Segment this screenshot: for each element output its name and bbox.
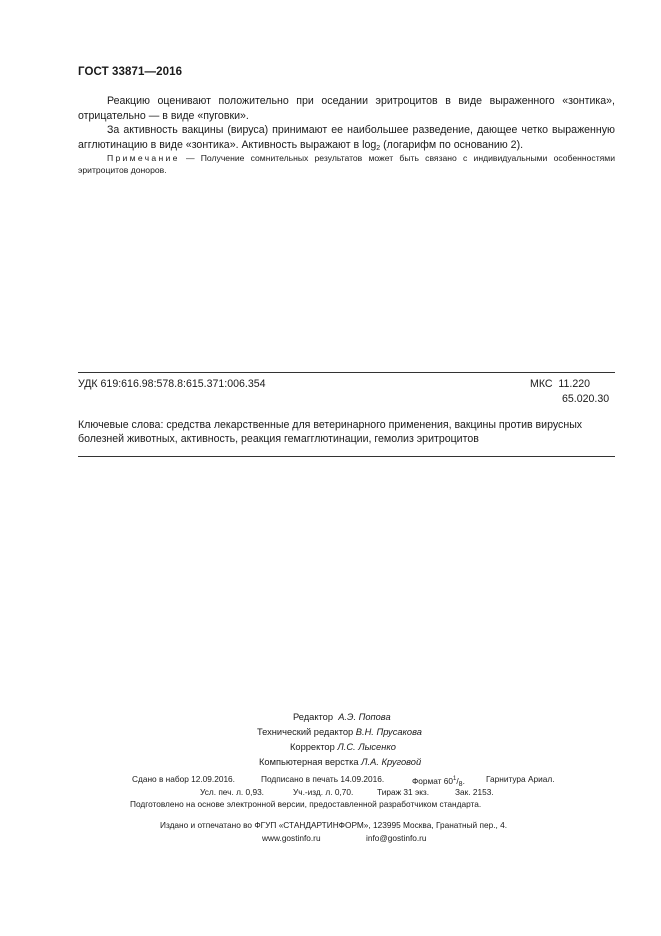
note-text: — Получение сомнительных результатов может быть связано с индивидуальными особенностями эритроцитов доноров. (78, 153, 615, 175)
mks-label: МКС (530, 378, 553, 390)
imprint-signed: Подписано в печать 14.09.2016. (261, 774, 385, 784)
credit-layout-role: Компьютерная верстка (259, 757, 359, 767)
imprint-prepared: Подготовлено на основе электронной версии, предоставленной разработчиком стандарта. (130, 799, 482, 809)
imprint-format-sub: 8 (458, 781, 463, 788)
paragraph-activity-tail: (логарифм по основанию 2). (380, 138, 524, 151)
imprint-print-sheets: Усл. печ. л. 0,93. (200, 787, 264, 797)
imprint-format-end: . (462, 776, 465, 786)
credit-tech-role: Технический редактор (257, 727, 354, 737)
imprint-publisher: Издано и отпечатано во ФГУП «СТАНДАРТИНФОРМ», 123995 Москва, Гранатный пер., 4. (160, 820, 508, 830)
paragraph-reaction: Реакцию оценивают положительно при оседании эритроцитов в виде выраженного «зонтика», отрицательно — в виде «пуговки». (78, 95, 615, 122)
credit-editor-name: А.Э. Попова (338, 712, 391, 722)
imprint-website: www.gostinfo.ru (262, 833, 321, 843)
imprint-font: Гарнитура Ариал. (486, 774, 555, 784)
credit-corrector-name: Л.С. Лысенко (337, 742, 396, 752)
log-base: 2 (376, 144, 381, 152)
imprint-email: info@gostinfo.ru (366, 833, 427, 843)
page-header-standard: ГОСТ 33871—2016 (78, 66, 183, 78)
imprint-format-sup: 1 (453, 776, 457, 782)
credit-editor-role: Редактор (293, 712, 334, 722)
imprint-sent: Сдано в набор 12.09.2016. (132, 774, 235, 784)
imprint-pub-sheets: Уч.-изд. л. 0,70. (293, 787, 354, 797)
imprint-format-text: Формат 60 (412, 776, 454, 786)
mks-code-2: 65.020.30 (562, 393, 610, 405)
imprint-format-slash: / (456, 776, 459, 786)
credit-layout-name: Л.А. Круговой (361, 757, 422, 767)
imprint-run: Тираж 31 экз. (377, 787, 430, 797)
credit-corrector-role: Корректор (290, 742, 335, 752)
udk-code: УДК 619:616.98:578.8:615.371:006.354 (78, 378, 266, 390)
imprint-order: Зак. 2153. (455, 787, 494, 797)
credit-tech-name: В.Н. Прусакова (355, 727, 422, 737)
mks-code-1: 11.220 (558, 378, 591, 390)
paragraph-activity-text: За активность вакцины (вируса) принимают ее наибольшее разведение, дающее четко выраженную агглютинацию в виде «зонтика». Активность выражают в log (78, 124, 615, 151)
keywords: Ключевые слова: средства лекарственные для ветеринарного применения, вакцины против вирусных болезней животных, активность, реакция гемагглютинации, гемолиз эритроцитов (78, 419, 583, 445)
note-label: Примечание (107, 153, 180, 163)
